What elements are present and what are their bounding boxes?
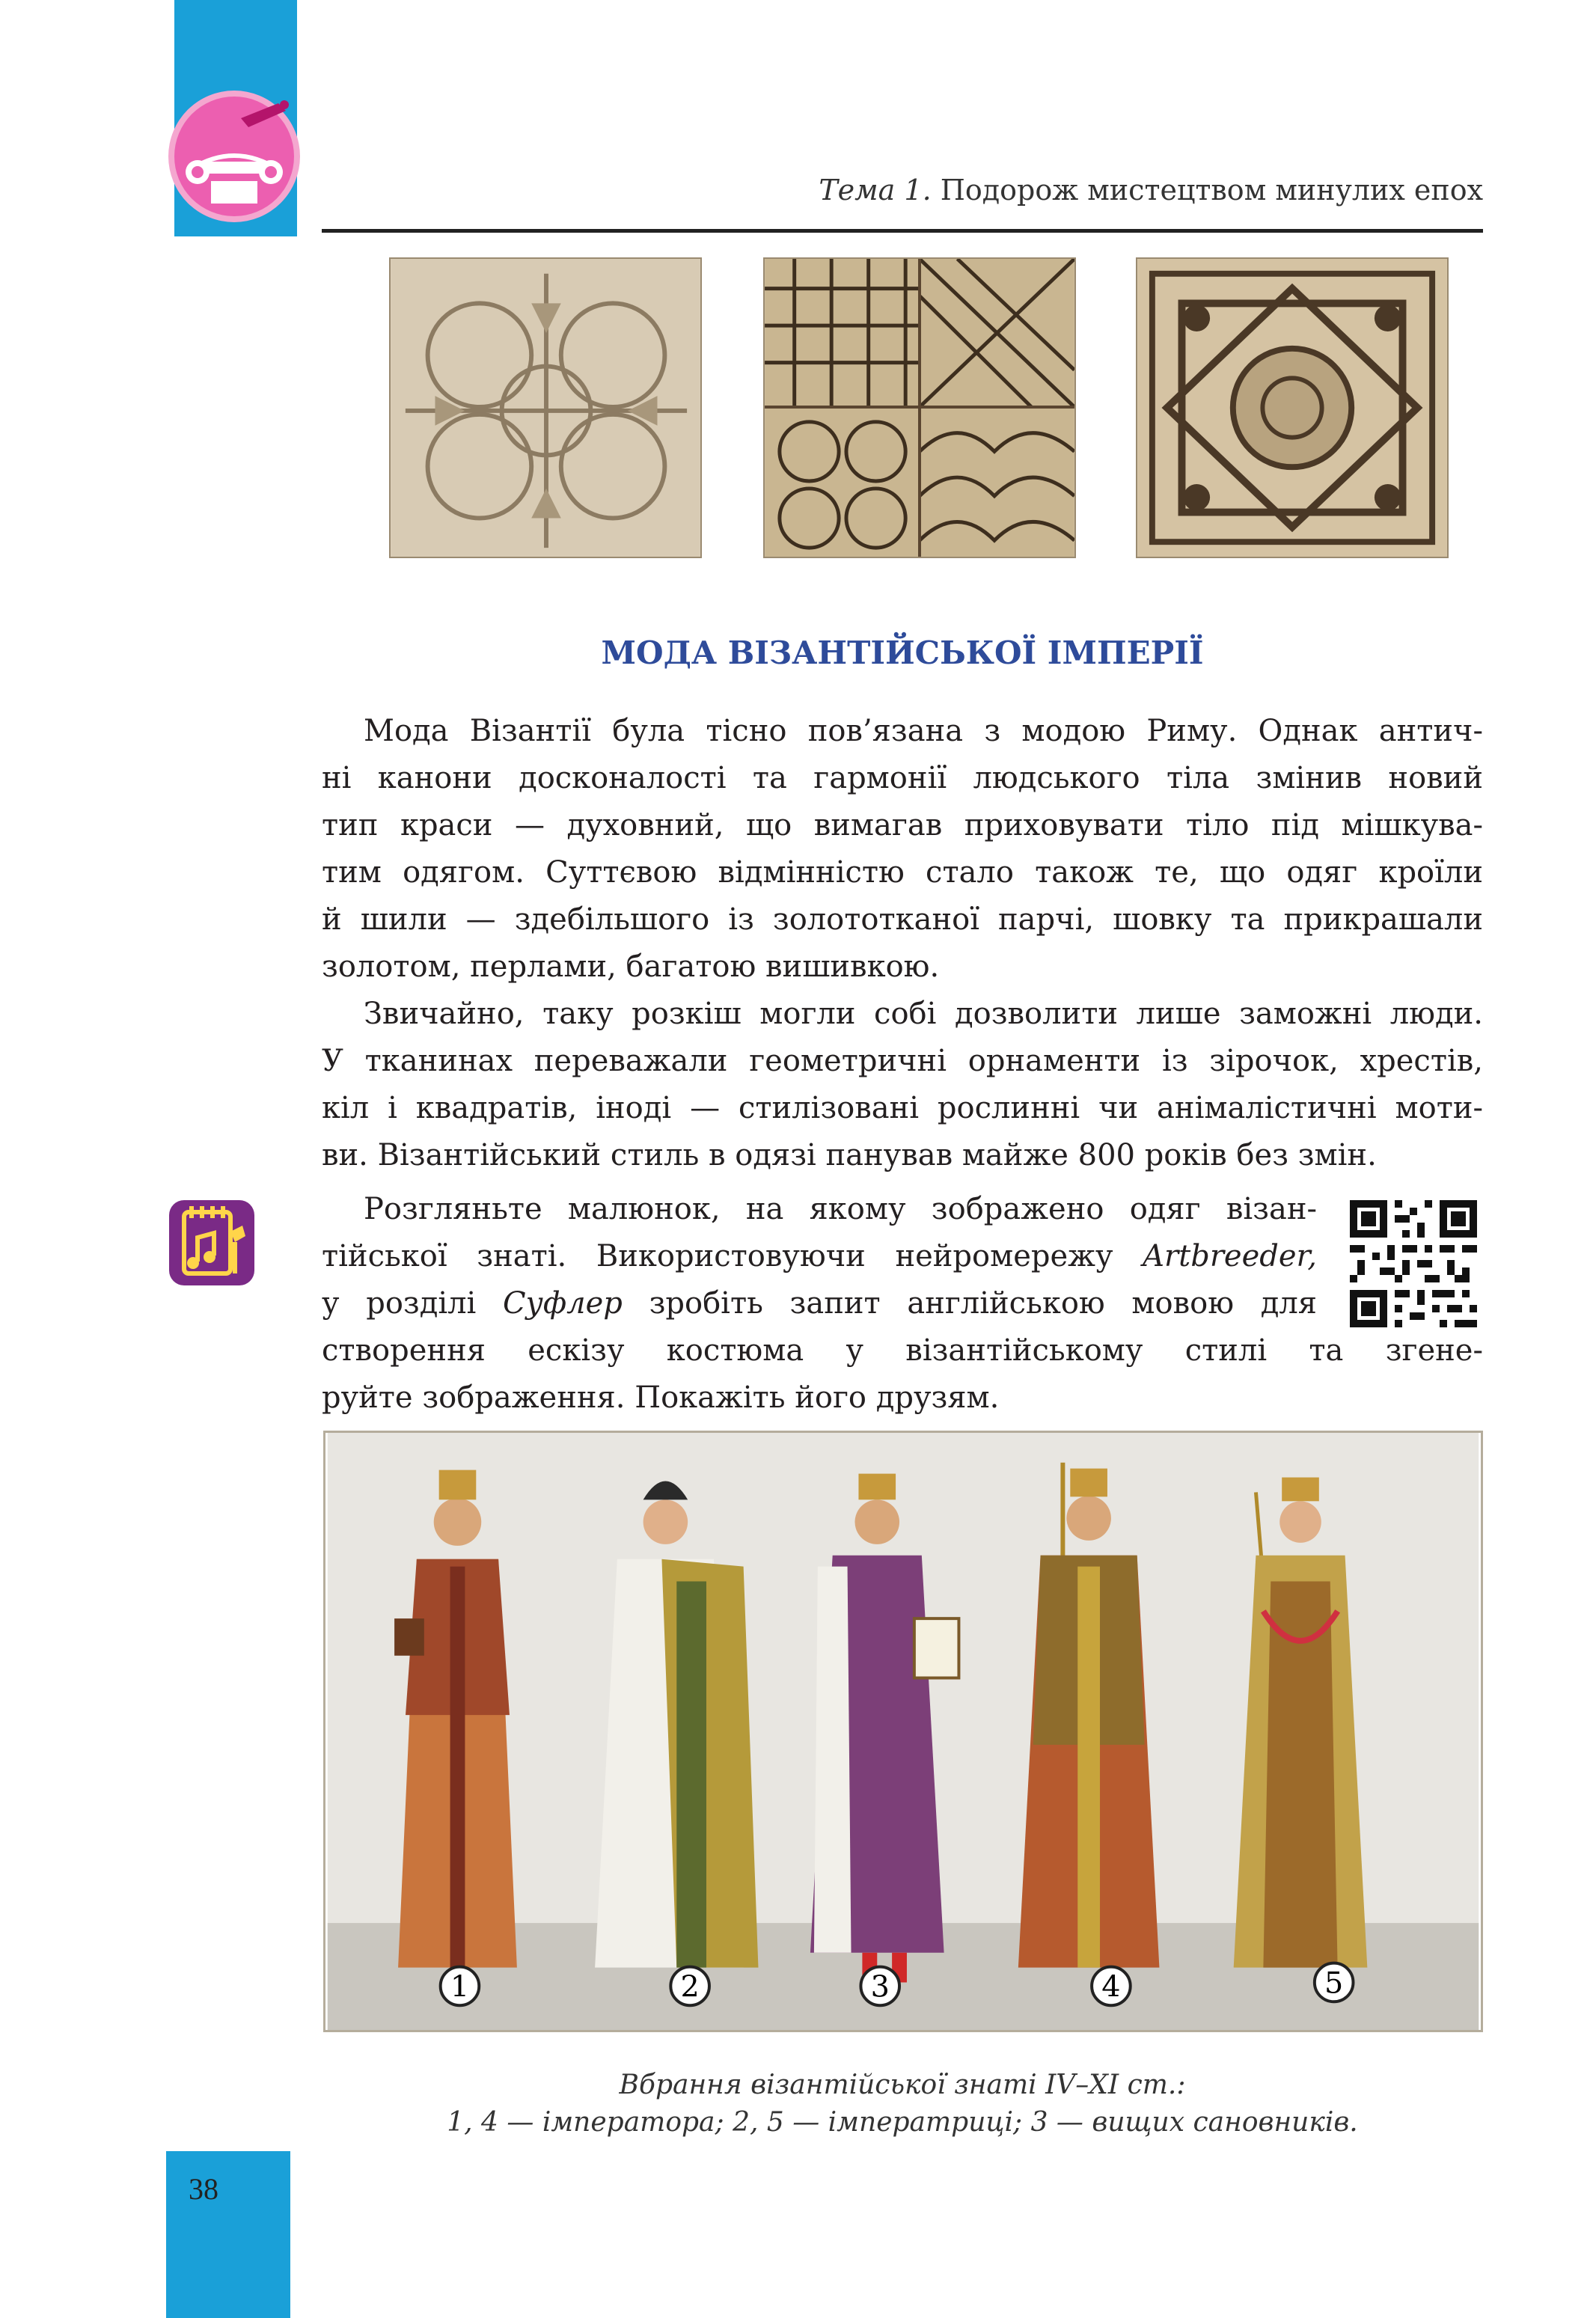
- task-text: [322, 1186, 1483, 1422]
- paragraph-line: й шили — здебільшого із золототканої парчі, шовку та прикрашали: [322, 902, 1483, 937]
- paragraph-line: Мода Візантії була тісно пов’язана з модою Риму. Однак антич-: [364, 714, 1483, 748]
- topic-title: Подорож мистецтвом минулих епох: [940, 174, 1483, 207]
- paragraph-line: Звичайно, таку розкіш могли собі дозволити лише заможні люди.: [364, 997, 1483, 1031]
- ornament-image-1: [389, 257, 702, 558]
- byzantine-costumes-illustration: [323, 1431, 1483, 2032]
- music-task-icon: [168, 1199, 256, 1287]
- figure-marker: 5: [1324, 1966, 1344, 2001]
- task-line: [322, 1280, 1317, 1327]
- footer-color-tab: [166, 2151, 290, 2318]
- task-line: руйте зображення. Покажіть його друзям.: [322, 1380, 1000, 1415]
- page-number: 38: [189, 2172, 218, 2206]
- artbreeder-term: Artbreeder,: [1143, 1239, 1317, 1273]
- task-line: створення ескізу костюма у візантійському стилі та згене-: [322, 1333, 1483, 1368]
- ornament-image-2: [763, 257, 1076, 558]
- task-text-part: у розділі: [322, 1286, 504, 1321]
- figure-marker: 1: [450, 1969, 470, 2004]
- paragraph-line: У тканинах переважали геометричні орнаменти із зірочок, хрестів,: [322, 1044, 1483, 1078]
- paragraph-line: тим одягом. Суттєвою відмінністю стало також те, що одяг кроїли: [322, 855, 1483, 890]
- figure-caption-line-2: 1, 4 — імператора; 2, 5 — імператриці; 3 — вищих сановників.: [447, 2107, 1358, 2138]
- paragraph-line: золотом, перлами, багатою вишивкою.: [322, 949, 940, 984]
- section-title: МОДА ВІЗАНТІЙСЬКОЇ ІМПЕРІЇ: [601, 634, 1204, 671]
- qr-code-icon[interactable]: [1350, 1200, 1477, 1327]
- task-text-part: зробіть запит англійською мовою для: [622, 1286, 1318, 1321]
- figure-marker: 4: [1101, 1969, 1121, 2004]
- paragraph-line: тип краси — духовний, що вимагав приховувати тіло під мішкува-: [322, 808, 1483, 843]
- figure-marker: 2: [680, 1969, 700, 2004]
- task-text-part: тійської знаті. Використовуючи нейромережу: [322, 1239, 1143, 1273]
- paragraph-line: кіл і квадратів, іноді — стилізовані рослинні чи анімалістичні моти-: [322, 1091, 1483, 1125]
- figure-caption-line-1: Вбрання візантійської знаті IV–XI ст.:: [619, 2070, 1186, 2100]
- sufler-term: Суфлер: [503, 1286, 623, 1321]
- paragraph-line: ні канони досконалості та гармонії людського тіла змінив новий: [322, 761, 1483, 795]
- task-line: Розгляньте малюнок, на якому зображено одяг візан-: [364, 1192, 1317, 1226]
- topic-header: [322, 174, 1483, 207]
- figure-marker: 3: [870, 1969, 890, 2004]
- paragraph-1: [322, 708, 1483, 991]
- ionic-capital-logo-icon: [166, 88, 302, 224]
- task-line: [322, 1233, 1317, 1280]
- paragraph-line: ви. Візантійський стиль в одязі панував майже 800 років без змін.: [322, 1138, 1377, 1172]
- topic-label: Тема 1.: [819, 174, 932, 207]
- header-rule: [322, 229, 1483, 233]
- ornament-image-3: [1136, 257, 1449, 558]
- paragraph-2: [322, 991, 1483, 1179]
